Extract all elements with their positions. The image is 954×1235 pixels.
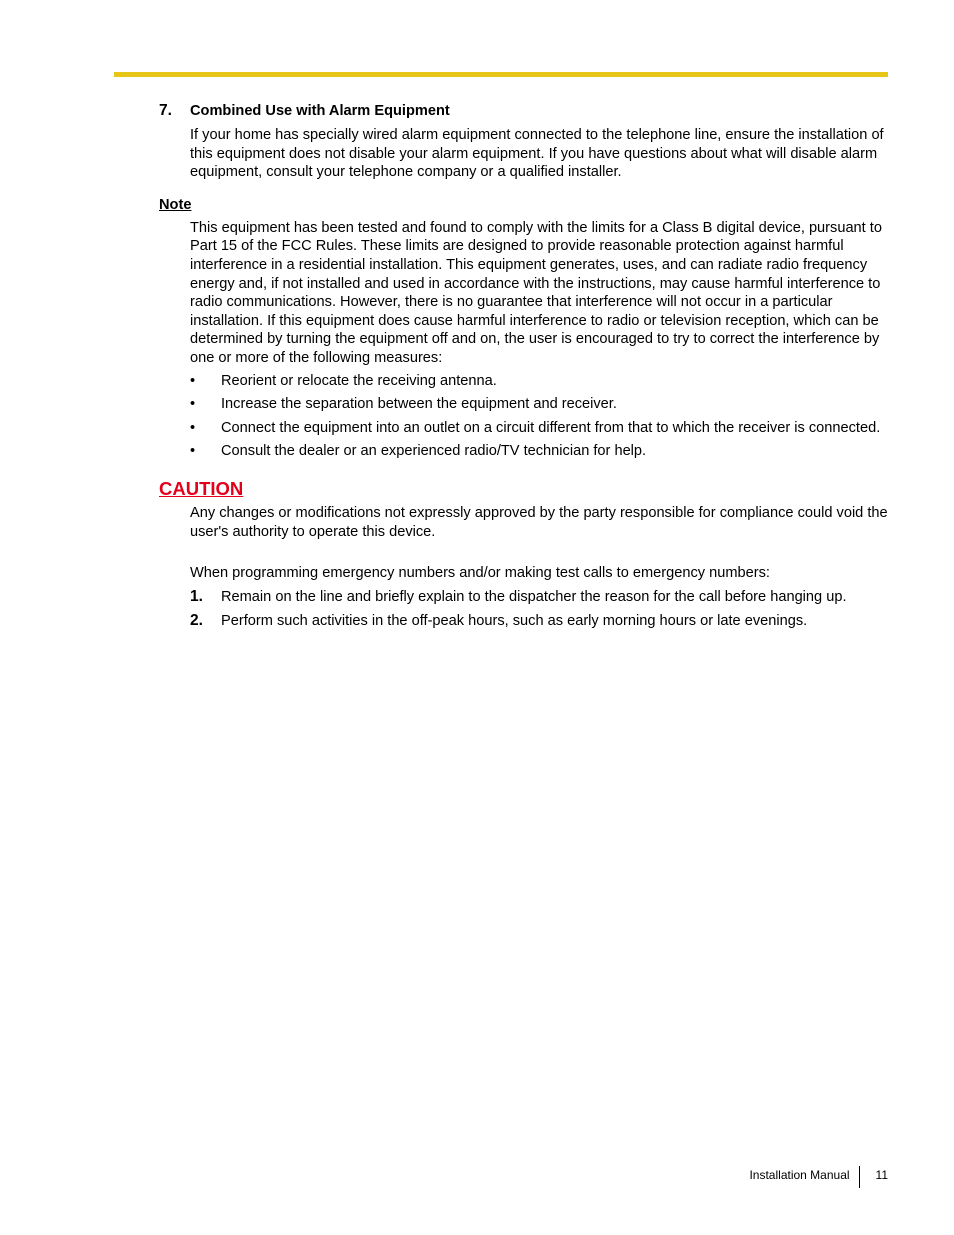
bullet-text: Connect the equipment into an outlet on a circuit different from that to which the receiver is connected. — [221, 419, 881, 436]
bullet-icon: • — [190, 419, 196, 436]
step-number: 2. — [190, 612, 203, 630]
bullet-icon: • — [190, 396, 196, 413]
caution-body: Any changes or modifications not expressly approved by the party responsible for compliance could void the user's authority to operate this device. — [190, 504, 888, 540]
page-footer — [749, 1166, 888, 1188]
caution-heading: CAUTION — [159, 477, 244, 499]
page-content — [159, 101, 889, 637]
emergency-steps-list — [190, 588, 889, 631]
list-item — [190, 588, 889, 607]
step-text: Remain on the line and briefly explain to the dispatcher the reason for the call before hanging up. — [221, 588, 847, 605]
list-item — [190, 372, 889, 391]
bullet-text: Reorient or relocate the receiving antenna. — [221, 372, 497, 389]
step-text: Perform such activities in the off-peak hours, such as early morning hours or late evenings. — [221, 613, 808, 630]
bullet-text: Increase the separation between the equipment and receiver. — [221, 396, 617, 413]
section-number: 7. — [159, 102, 172, 119]
bullet-text: Consult the dealer or an experienced radio/TV technician for help. — [221, 443, 647, 460]
bullet-icon: • — [190, 372, 196, 389]
note-heading: Note — [159, 196, 192, 213]
footer-label: Installation Manual — [749, 1168, 850, 1182]
section-title: Combined Use with Alarm Equipment — [190, 103, 450, 119]
bullet-icon: • — [190, 443, 196, 460]
emergency-intro: When programming emergency numbers and/or making test calls to emergency numbers: — [190, 565, 770, 582]
page-number: 11 — [875, 1168, 888, 1182]
list-item — [190, 442, 889, 461]
header-rule — [114, 72, 888, 77]
note-bullet-list — [190, 372, 889, 461]
step-number: 1. — [190, 587, 203, 605]
list-item — [190, 612, 889, 631]
note-body: This equipment has been tested and found to comply with the limits for a Class B digital device, pursuant to Part 15 of the FCC Rules. These limits are designed to provide reasonable protection against harmful interference in a residential installation. This equipment generates, uses, and can radiate radio frequency energy and, if not installed and used in accordance with the instructions, may cause harmful interference to radio communications. However, there is no guarantee that interference will not occur in a particular installation. If this equipment does cause harmful interference to radio or television reception, which can be determined by turning the equipment off and on, the user is encouraged to try to correct the interference by one or more of the following measures: — [190, 219, 882, 366]
list-item — [190, 419, 889, 438]
list-item — [190, 395, 889, 414]
section-body: If your home has specially wired alarm equipment connected to the telephone line, ensure the installation of this equipment does not disable your alarm equipment. If you have questions about what will disable alarm equipment, consult your telephone company or a qualified installer. — [190, 127, 884, 181]
section-heading — [159, 101, 889, 121]
